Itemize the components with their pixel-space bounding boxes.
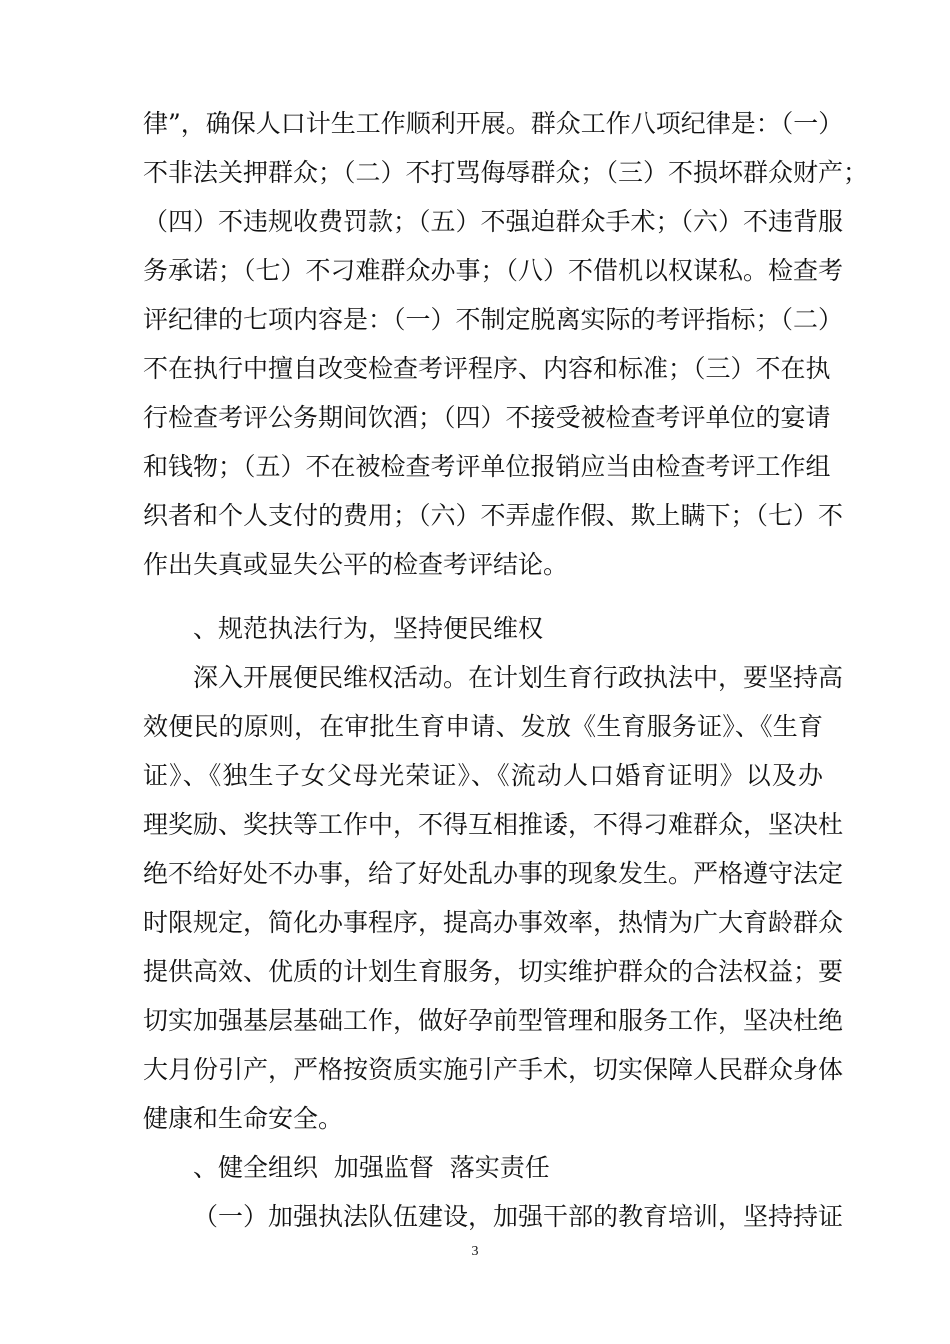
paragraph-1-line-7: 行检查考评公务期间饮酒；（四）不接受被检查考评单位的宴请 (143, 403, 831, 432)
paragraph-2-line-8: 切实加强基层基础工作，做好孕前型管理和服务工作，坚决杜绝 (143, 1006, 844, 1035)
paragraph-1-line-10: 作出失真或显失公平的检查考评结论。 (143, 550, 569, 579)
paragraph-1-line-1: 律”，确保人口计生工作顺利开展。群众工作八项纪律是：（一） (143, 109, 844, 138)
paragraph-2-line-9: 大月份引产，严格按资质实施引产手术，切实保障人民群众身体 (143, 1055, 844, 1084)
paragraph-1-line-8: 和钱物；（五）不在被检查考评单位报销应当由检查考评工作组 (143, 452, 831, 481)
paragraph-1-line-9: 织者和个人支付的费用；（六）不弄虚作假、欺上瞒下；（七）不 (143, 501, 844, 530)
paragraph-1-line-5: 评纪律的七项内容是：（一）不制定脱离实际的考评指标；（二） (143, 305, 844, 334)
paragraph-2-line-5: 绝不给好处不办事，给了好处乱办事的现象发生。严格遵守法定 (143, 859, 844, 888)
paragraph-1-line-2: 不非法关押群众；（二）不打骂侮辱群众；（三）不损坏群众财产； (143, 158, 869, 187)
paragraph-2-line-6: 时限规定，简化办事程序，提高办事效率，热情为广大育龄群众 (143, 908, 844, 937)
paragraph-3-line-1: （一）加强执法队伍建设，加强干部的教育培训，坚持持证 (193, 1202, 844, 1231)
paragraph-2-line-7: 提供高效、优质的计划生育服务，切实维护群众的合法权益；要 (143, 957, 844, 986)
paragraph-1-line-6: 不在执行中擅自改变检查考评程序、内容和标准；（三）不在执 (143, 354, 831, 383)
page-number: 3 (471, 1244, 479, 1259)
section-heading-2: 、健全组织 加强监督 落实责任 (193, 1153, 550, 1182)
paragraph-1-line-4: 务承诺；（七）不刁难群众办事；（八）不借机以权谋私。检查考 (143, 256, 844, 285)
paragraph-1-line-3: （四）不违规收费罚款；（五）不强迫群众手术；（六）不违背服 (143, 207, 844, 236)
paragraph-2-line-10: 健康和生命安全。 (143, 1104, 344, 1133)
paragraph-2-line-1: 深入开展便民维权活动。在计划生育行政执法中，要坚持高 (193, 663, 844, 692)
paragraph-2-line-4: 理奖励、奖扶等工作中，不得互相推诿，不得刁难群众，坚决杜 (143, 810, 844, 839)
paragraph-2-line-2: 效便民的原则，在审批生育申请、发放《生育服务证》、《生育 (143, 712, 823, 741)
paragraph-2-line-3: 证》、《独生子女父母光荣证》、《流动人口婚育证明》以及办 (143, 761, 823, 790)
section-heading-1: 、规范执法行为，坚持便民维权 (193, 614, 544, 643)
